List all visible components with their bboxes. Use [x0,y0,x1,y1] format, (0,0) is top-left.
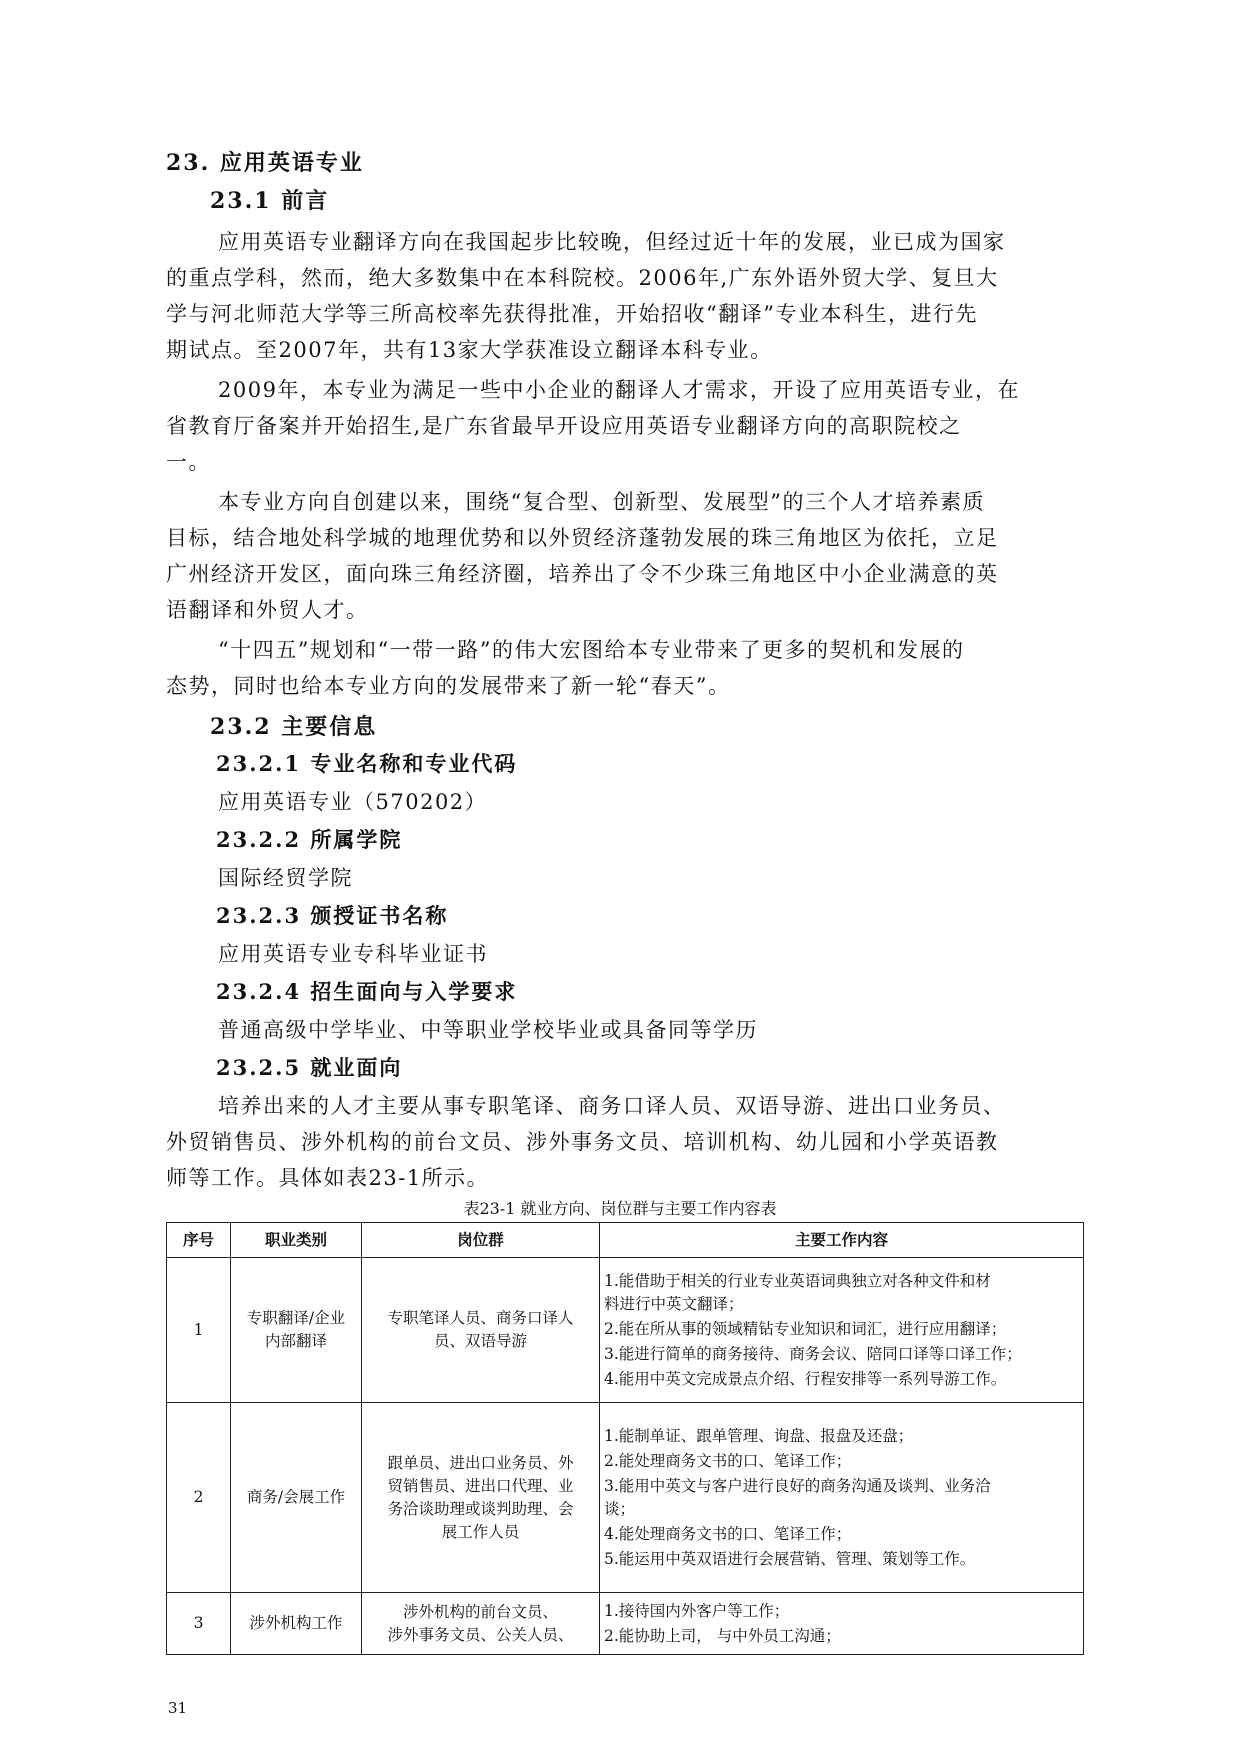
employment-table [166,1222,1084,1655]
task-line: 1.能借助于相关的行业专业英语词典独立对各种文件和材 [604,1271,991,1290]
posts-line: 涉外事务文员、公关人员、 [387,1625,574,1644]
task-line: 1.能制单证、跟单管理、询盘、报盘及还盘； [604,1426,914,1445]
category-line: 专职翻译/企业 [246,1309,346,1327]
table-row [167,1593,1084,1655]
employment-line: 外贸销售员、涉外机构的前台文员、涉外事务文员、培训机构、幼儿园和小学英语教 [166,1130,999,1154]
main-info-heading: 23.2 主要信息 [210,714,378,740]
preface-line: 的重点学科，然而，绝大多数集中在本科院校。2006年,广东外语外贸大学、复旦大 [166,266,999,290]
header-tasks: 主要工作内容 [600,1223,1084,1258]
category-line: 商务/会展工作 [246,1488,346,1506]
task-line: 谈； [604,1499,636,1518]
preface-line: 语翻译和外贸人才。 [166,598,369,622]
table-caption: 表23-1 就业方向、岗位群与主要工作内容表 [463,1199,777,1218]
row-tasks [600,1258,1084,1403]
row-posts [362,1258,600,1403]
preface-line: 一。 [166,450,211,474]
posts-line: 贸销售员、进出口代理、业 [387,1476,574,1495]
preface-line: 广州经济开发区，面向珠三角经济圈，培养出了令不少珠三角地区中小企业满意的英 [166,562,999,586]
task-line: 4.能用中英文完成景点介绍、行程安排等一系列导游工作。 [604,1369,1007,1388]
category-line: 涉外机构工作 [249,1614,343,1632]
table-row [167,1403,1084,1593]
task-line: 3.能用中英文与客户进行良好的商务沟通及谈判、业务洽 [604,1476,991,1495]
preface-line: 期试点。至2007年，共有13家大学获准设立翻译本科专业。 [166,338,773,362]
subsection-text: 普通高级中学毕业、中等职业学校毕业或具备同等学历 [218,1018,758,1042]
preface-line: 2009年，本专业为满足一些中小企业的翻译人才需求，开设了应用英语专业，在 [218,378,1020,402]
posts-line: 员、双语导游 [433,1332,527,1350]
preface-line: 目标，结合地处科学城的地理优势和以外贸经济蓬勃发展的珠三角地区为依托，立足 [166,526,999,550]
row-category [231,1403,362,1593]
subsection-text: 应用英语专业专科毕业证书 [218,942,488,966]
header-posts: 岗位群 [362,1223,600,1258]
row-category [231,1593,362,1655]
header-category: 职业类别 [231,1223,362,1258]
posts-line: 展工作人员 [441,1522,520,1541]
subsection-heading: 23.2.2 所属学院 [216,827,403,852]
category-line: 内部翻译 [264,1332,327,1350]
row-posts [362,1593,600,1655]
task-line: 4.能处理商务文书的口、笔译工作； [604,1524,852,1543]
task-item [604,1548,1079,1571]
task-line: 2.能在所从事的领域精钻专业知识和词汇，进行应用翻译； [604,1319,1007,1338]
subsection-heading: 23.2.5 就业面向 [216,1055,403,1080]
task-item [604,1368,1079,1391]
subsection-heading: 23.2.4 招生面向与入学要求 [216,979,518,1004]
task-item [604,1600,1079,1623]
preface-line: 本专业方向自创建以来，围绕“复合型、创新型、发展型”的三个人才培养素质 [218,490,985,514]
task-item [604,1343,1079,1366]
task-item [604,1625,1079,1648]
task-line: 5.能运用中英双语进行会展营销、管理、策划等工作。 [604,1549,976,1568]
row-number: 2 [167,1403,231,1593]
page-number: 31 [168,1699,188,1717]
table-row [167,1258,1084,1403]
task-line: 料进行中英文翻译； [604,1294,744,1313]
subsection-text: 应用英语专业（570202） [218,790,488,814]
posts-line: 跟单员、进出口业务员、外 [387,1453,574,1472]
posts-line: 务洽谈助理或谈判助理、会 [387,1499,574,1518]
task-line: 3.能进行简单的商务接待、商务会议、陪同口译等口译工作； [604,1344,1022,1363]
row-number: 1 [167,1258,231,1403]
row-tasks [600,1403,1084,1593]
posts-line: 专职笔译人员、商务口译人 [387,1309,574,1327]
row-tasks [600,1593,1084,1655]
preface-heading: 23.1 前言 [210,188,330,214]
preface-line: 学与河北师范大学等三所高校率先获得批准，开始招收“翻译”专业本科生，进行先 [166,302,978,326]
header-number: 序号 [167,1223,231,1258]
task-item [604,1318,1079,1341]
row-number: 3 [167,1593,231,1655]
preface-line: 态势，同时也给本专业方向的发展带来了新一轮“春天”。 [166,674,731,698]
task-line: 2.能协助上司， 与中外员工沟通； [604,1626,841,1645]
task-item [604,1270,1079,1316]
task-line: 1.接待国内外客户等工作； [604,1601,790,1620]
employment-line: 培养出来的人才主要从事专职笔译、商务口译人员、双语导游、进出口业务员、 [218,1094,1006,1118]
task-item [604,1523,1079,1546]
task-item [604,1475,1079,1521]
section-title: 23. 应用英语专业 [166,150,364,176]
preface-line: “十四五”规划和“一带一路”的伟大宏图给本专业带来了更多的契机和发展的 [218,638,965,662]
preface-line: 应用英语专业翻译方向在我国起步比较晚，但经过近十年的发展，业已成为国家 [218,230,1006,254]
task-item [604,1425,1079,1448]
employment-line: 师等工作。具体如表23-1所示。 [166,1166,490,1190]
posts-line: 涉外机构的前台文员、 [402,1602,558,1621]
row-category [231,1258,362,1403]
subsection-heading: 23.2.3 颁授证书名称 [216,903,449,928]
task-line: 2.能处理商务文书的口、笔译工作； [604,1451,852,1470]
subsection-heading: 23.2.1 专业名称和专业代码 [216,751,518,776]
subsection-text: 国际经贸学院 [218,866,353,890]
table-header-row [167,1223,1084,1258]
row-posts [362,1403,600,1593]
task-item [604,1450,1079,1473]
preface-line: 省教育厅备案并开始招生,是广东省最早开设应用英语专业翻译方向的高职院校之 [166,414,962,438]
